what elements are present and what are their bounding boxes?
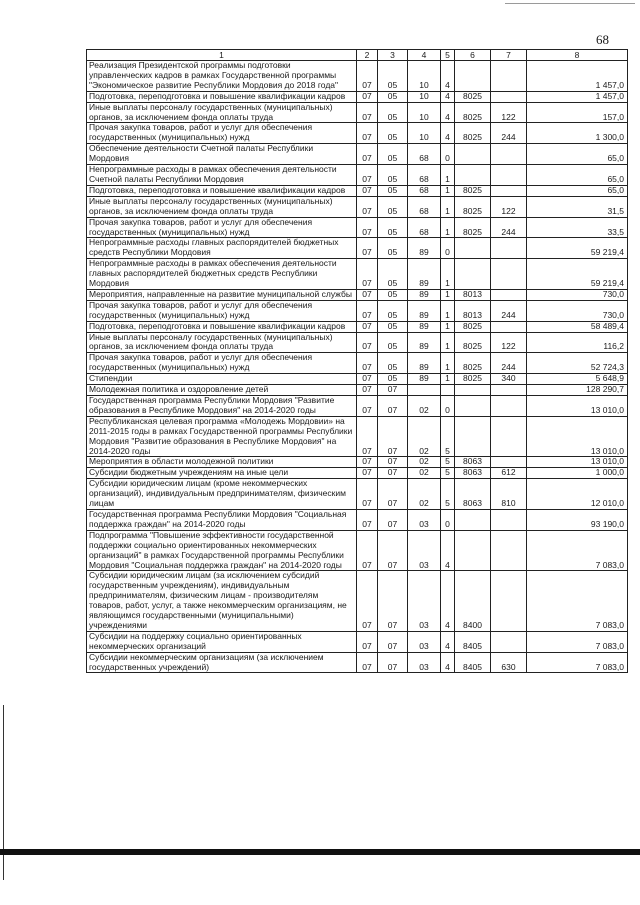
row-name: Прочая закупка товаров, работ и услуг для обеспечения государственных (муниципальных) нужд xyxy=(87,353,357,374)
table-row xyxy=(87,217,628,238)
table-row xyxy=(87,144,628,165)
subprogram-code: 1 xyxy=(441,374,455,385)
table-row xyxy=(87,91,628,102)
item-code: 8025 xyxy=(455,91,491,102)
subsection-code: 07 xyxy=(378,530,408,571)
expense-type-code xyxy=(491,91,527,102)
expense-type-code: 122 xyxy=(491,102,527,123)
program-code: 03 xyxy=(408,509,441,530)
item-code xyxy=(455,165,491,186)
header-col-7: 7 xyxy=(491,50,527,61)
item-code xyxy=(455,238,491,259)
program-code: 68 xyxy=(408,144,441,165)
program-code: 68 xyxy=(408,217,441,238)
header-col-2: 2 xyxy=(357,50,378,61)
subsection-code: 05 xyxy=(378,91,408,102)
program-code: 02 xyxy=(408,479,441,510)
program-code: 03 xyxy=(408,631,441,652)
table-row xyxy=(87,571,628,631)
row-name: Подготовка, переподготовка и повышение квалификации кадров xyxy=(87,91,357,102)
expense-type-code xyxy=(491,321,527,332)
subprogram-code: 0 xyxy=(441,144,455,165)
subsection-code: 05 xyxy=(378,165,408,186)
row-name: Обеспечение деятельности Счетной палаты Республики Мордовия xyxy=(87,144,357,165)
scan-top-edge xyxy=(505,3,635,4)
program-code: 03 xyxy=(408,571,441,631)
subprogram-code: 5 xyxy=(441,416,455,457)
section-code: 07 xyxy=(357,416,378,457)
subsection-code: 07 xyxy=(378,479,408,510)
row-name: Республиканская целевая программа «Молодежь Мордовии» на 2011-2015 годы в рамках Государственной программы Республики Мордовия "Развитие образования в Республике Мордовия" на 2014-2020 годы xyxy=(87,416,357,457)
table-row xyxy=(87,396,628,417)
expense-type-code: 244 xyxy=(491,123,527,144)
item-code: 8025 xyxy=(455,123,491,144)
row-name: Прочая закупка товаров, работ и услуг для обеспечения государственных (муниципальных) нужд xyxy=(87,300,357,321)
subprogram-code: 5 xyxy=(441,457,455,468)
amount: 65,0 xyxy=(527,165,628,186)
row-name: Субсидии на поддержку социально ориентированных некоммерческих организаций xyxy=(87,631,357,652)
subprogram-code: 4 xyxy=(441,123,455,144)
subprogram-code: 1 xyxy=(441,321,455,332)
expense-type-code: 810 xyxy=(491,479,527,510)
amount: 730,0 xyxy=(527,289,628,300)
subprogram-code: 1 xyxy=(441,353,455,374)
subprogram-code: 4 xyxy=(441,61,455,92)
subprogram-code: 5 xyxy=(441,479,455,510)
subprogram-code: 1 xyxy=(441,289,455,300)
program-code: 89 xyxy=(408,289,441,300)
subprogram-code: 4 xyxy=(441,530,455,571)
item-code: 8025 xyxy=(455,353,491,374)
row-name: Субсидии юридическим лицам (кроме некоммерческих организаций), индивидуальным предпринимателям, физическим лицам xyxy=(87,479,357,510)
section-code: 07 xyxy=(357,300,378,321)
amount: 12 010,0 xyxy=(527,479,628,510)
table-row xyxy=(87,374,628,385)
expense-type-code: 630 xyxy=(491,652,527,673)
item-code: 8405 xyxy=(455,652,491,673)
program-code: 02 xyxy=(408,396,441,417)
section-code: 07 xyxy=(357,238,378,259)
program-code: 68 xyxy=(408,165,441,186)
subsection-code: 07 xyxy=(378,631,408,652)
amount: 7 083,0 xyxy=(527,652,628,673)
expense-type-code xyxy=(491,61,527,92)
row-name: Субсидии юридическим лицам (за исключением субсидий государственным учреждениям), индивидуальным предпринимателям, физическим лицам - производителям товаров, работ, услуг, а также некоммерческим организациям, не являющимся государственными (муниципальными) учреждениями xyxy=(87,571,357,631)
section-code: 07 xyxy=(357,571,378,631)
table-row xyxy=(87,468,628,479)
program-code: 89 xyxy=(408,238,441,259)
subprogram-code: 4 xyxy=(441,571,455,631)
subprogram-code: 4 xyxy=(441,631,455,652)
item-code: 8063 xyxy=(455,479,491,510)
amount: 730,0 xyxy=(527,300,628,321)
amount: 128 290,7 xyxy=(527,385,628,396)
table-row xyxy=(87,238,628,259)
section-code: 07 xyxy=(357,530,378,571)
header-col-5: 5 xyxy=(441,50,455,61)
program-code: 68 xyxy=(408,185,441,196)
program-code: 10 xyxy=(408,102,441,123)
amount: 1 457,0 xyxy=(527,61,628,92)
item-code xyxy=(455,259,491,290)
subsection-code: 07 xyxy=(378,468,408,479)
row-name: Государственная программа Республики Мордовия "Социальная поддержка граждан" на 2014-2020 годы xyxy=(87,509,357,530)
row-name: Молодежная политика и оздоровление детей xyxy=(87,385,357,396)
expense-type-code xyxy=(491,457,527,468)
section-code: 07 xyxy=(357,91,378,102)
section-code: 07 xyxy=(357,509,378,530)
section-code: 07 xyxy=(357,374,378,385)
expense-type-code xyxy=(491,185,527,196)
subprogram-code: 0 xyxy=(441,509,455,530)
expense-type-code: 612 xyxy=(491,468,527,479)
row-name: Субсидии бюджетным учреждениям на иные цели xyxy=(87,468,357,479)
expense-type-code xyxy=(491,238,527,259)
row-name: Непрограммные расходы главных распорядителей бюджетных средств Республики Мордовия xyxy=(87,238,357,259)
table-row xyxy=(87,385,628,396)
subsection-code: 05 xyxy=(378,196,408,217)
table-row xyxy=(87,530,628,571)
expense-type-code xyxy=(491,571,527,631)
subsection-code: 05 xyxy=(378,321,408,332)
subsection-code: 05 xyxy=(378,217,408,238)
expense-type-code xyxy=(491,416,527,457)
row-name: Реализация Президентской программы подготовки управленческих кадров в рамках Государственной программы "Экономическое развитие Республики Мордовия до 2018 года" xyxy=(87,61,357,92)
table-row xyxy=(87,321,628,332)
table-row xyxy=(87,416,628,457)
row-name: Подготовка, переподготовка и повышение квалификации кадров xyxy=(87,321,357,332)
subprogram-code xyxy=(441,385,455,396)
table-body xyxy=(87,61,628,673)
item-code: 8025 xyxy=(455,217,491,238)
subprogram-code: 1 xyxy=(441,217,455,238)
table-row xyxy=(87,196,628,217)
amount: 1 300,0 xyxy=(527,123,628,144)
amount: 93 190,0 xyxy=(527,509,628,530)
table-row xyxy=(87,509,628,530)
subprogram-code: 0 xyxy=(441,396,455,417)
item-code xyxy=(455,416,491,457)
section-code: 07 xyxy=(357,385,378,396)
table-row xyxy=(87,61,628,92)
expense-type-code xyxy=(491,165,527,186)
row-name: Мероприятия в области молодежной политики xyxy=(87,457,357,468)
expense-type-code xyxy=(491,631,527,652)
expense-type-code xyxy=(491,289,527,300)
section-code: 07 xyxy=(357,217,378,238)
row-name: Прочая закупка товаров, работ и услуг для обеспечения государственных (муниципальных) нужд xyxy=(87,217,357,238)
subprogram-code: 0 xyxy=(441,238,455,259)
table-row xyxy=(87,631,628,652)
table-row xyxy=(87,185,628,196)
row-name: Иные выплаты персоналу государственных (муниципальных) органов, за исключением фонда оплаты труда xyxy=(87,102,357,123)
amount: 157,0 xyxy=(527,102,628,123)
subprogram-code: 4 xyxy=(441,102,455,123)
table-row xyxy=(87,479,628,510)
subsection-code: 05 xyxy=(378,61,408,92)
table-row xyxy=(87,353,628,374)
expense-type-code: 122 xyxy=(491,332,527,353)
subsection-code: 05 xyxy=(378,300,408,321)
header-col-4: 4 xyxy=(408,50,441,61)
header-col-1: 1 xyxy=(87,50,357,61)
subsection-code: 05 xyxy=(378,102,408,123)
subsection-code: 05 xyxy=(378,374,408,385)
section-code: 07 xyxy=(357,196,378,217)
item-code: 8063 xyxy=(455,468,491,479)
table-row xyxy=(87,102,628,123)
header-col-3: 3 xyxy=(378,50,408,61)
subsection-code: 05 xyxy=(378,238,408,259)
item-code xyxy=(455,530,491,571)
table-row xyxy=(87,259,628,290)
row-name: Иные выплаты персоналу государственных (муниципальных) органов, за исключением фонда оплаты труда xyxy=(87,196,357,217)
program-code: 02 xyxy=(408,416,441,457)
table-row xyxy=(87,457,628,468)
item-code xyxy=(455,396,491,417)
amount: 58 489,4 xyxy=(527,321,628,332)
row-name: Непрограммные расходы в рамках обеспечения деятельности Счетной палаты Республики Мордовия xyxy=(87,165,357,186)
subsection-code: 07 xyxy=(378,509,408,530)
subprogram-code: 5 xyxy=(441,468,455,479)
item-code xyxy=(455,61,491,92)
table-row xyxy=(87,332,628,353)
amount: 33,5 xyxy=(527,217,628,238)
section-code: 07 xyxy=(357,631,378,652)
subsection-code: 05 xyxy=(378,332,408,353)
row-name: Иные выплаты персоналу государственных (муниципальных) органов, за исключением фонда оплаты труда xyxy=(87,332,357,353)
section-code: 07 xyxy=(357,185,378,196)
amount: 116,2 xyxy=(527,332,628,353)
amount: 13 010,0 xyxy=(527,457,628,468)
item-code: 8400 xyxy=(455,571,491,631)
subsection-code: 05 xyxy=(378,185,408,196)
program-code: 10 xyxy=(408,123,441,144)
amount: 31,5 xyxy=(527,196,628,217)
section-code: 07 xyxy=(357,332,378,353)
section-code: 07 xyxy=(357,468,378,479)
expense-type-code xyxy=(491,259,527,290)
amount: 13 010,0 xyxy=(527,416,628,457)
program-code: 02 xyxy=(408,457,441,468)
program-code: 10 xyxy=(408,91,441,102)
expense-type-code: 122 xyxy=(491,196,527,217)
item-code: 8025 xyxy=(455,102,491,123)
expense-type-code: 244 xyxy=(491,353,527,374)
expense-type-code xyxy=(491,530,527,571)
amount: 13 010,0 xyxy=(527,396,628,417)
item-code: 8013 xyxy=(455,289,491,300)
page-number: 68 xyxy=(596,32,609,47)
program-code: 89 xyxy=(408,332,441,353)
item-code: 8025 xyxy=(455,321,491,332)
subprogram-code: 1 xyxy=(441,185,455,196)
subprogram-code: 1 xyxy=(441,196,455,217)
subsection-code: 07 xyxy=(378,652,408,673)
amount: 65,0 xyxy=(527,185,628,196)
expense-type-code: 244 xyxy=(491,217,527,238)
section-code: 07 xyxy=(357,396,378,417)
program-code xyxy=(408,385,441,396)
section-code: 07 xyxy=(357,353,378,374)
section-code: 07 xyxy=(357,321,378,332)
row-name: Прочая закупка товаров, работ и услуг для обеспечения государственных (муниципальных) нужд xyxy=(87,123,357,144)
program-code: 03 xyxy=(408,530,441,571)
item-code xyxy=(455,509,491,530)
subsection-code: 07 xyxy=(378,457,408,468)
program-code: 89 xyxy=(408,300,441,321)
expense-type-code xyxy=(491,385,527,396)
program-code: 02 xyxy=(408,468,441,479)
section-code: 07 xyxy=(357,289,378,300)
row-name: Мероприятия, направленные на развитие муниципальной службы xyxy=(87,289,357,300)
amount: 65,0 xyxy=(527,144,628,165)
subprogram-code: 4 xyxy=(441,652,455,673)
row-name: Стипендии xyxy=(87,374,357,385)
subsection-code: 05 xyxy=(378,289,408,300)
subsection-code: 05 xyxy=(378,123,408,144)
item-code: 8025 xyxy=(455,185,491,196)
item-code xyxy=(455,144,491,165)
expense-type-code xyxy=(491,396,527,417)
program-code: 68 xyxy=(408,196,441,217)
amount: 1 457,0 xyxy=(527,91,628,102)
expense-type-code xyxy=(491,144,527,165)
program-code: 89 xyxy=(408,374,441,385)
program-code: 89 xyxy=(408,259,441,290)
amount: 59 219,4 xyxy=(527,238,628,259)
item-code xyxy=(455,385,491,396)
subsection-code: 05 xyxy=(378,353,408,374)
section-code: 07 xyxy=(357,457,378,468)
program-code: 03 xyxy=(408,652,441,673)
subsection-code: 07 xyxy=(378,385,408,396)
expense-type-code: 340 xyxy=(491,374,527,385)
table-row xyxy=(87,289,628,300)
subprogram-code: 1 xyxy=(441,300,455,321)
item-code: 8063 xyxy=(455,457,491,468)
subsection-code: 07 xyxy=(378,571,408,631)
subprogram-code: 4 xyxy=(441,91,455,102)
row-name: Подпрограмма "Повышение эффективности государственной поддержки социально ориентированных некоммерческих организаций" в рамках Государственной программы Республики Мордовия "Социальная поддержка граждан" на 2014-2020 годы xyxy=(87,530,357,571)
subprogram-code: 1 xyxy=(441,165,455,186)
expense-type-code: 244 xyxy=(491,300,527,321)
budget-table xyxy=(86,49,628,673)
header-col-8: 8 xyxy=(527,50,628,61)
amount: 7 083,0 xyxy=(527,530,628,571)
row-name: Субсидии некоммерческим организациям (за исключением государственных учреждений) xyxy=(87,652,357,673)
header-col-6: 6 xyxy=(455,50,491,61)
subsection-code: 05 xyxy=(378,144,408,165)
amount: 59 219,4 xyxy=(527,259,628,290)
row-name: Непрограммные расходы в рамках обеспечения деятельности главных распорядителей бюджетных средств Республики Мордовия xyxy=(87,259,357,290)
section-code: 07 xyxy=(357,123,378,144)
amount: 52 724,3 xyxy=(527,353,628,374)
program-code: 10 xyxy=(408,61,441,92)
program-code: 89 xyxy=(408,353,441,374)
section-code: 07 xyxy=(357,479,378,510)
item-code: 8025 xyxy=(455,332,491,353)
expense-type-code xyxy=(491,509,527,530)
amount: 7 083,0 xyxy=(527,631,628,652)
item-code: 8025 xyxy=(455,196,491,217)
table-row xyxy=(87,123,628,144)
section-code: 07 xyxy=(357,144,378,165)
section-code: 07 xyxy=(357,102,378,123)
subsection-code: 07 xyxy=(378,396,408,417)
table-row xyxy=(87,652,628,673)
amount: 7 083,0 xyxy=(527,571,628,631)
item-code: 8405 xyxy=(455,631,491,652)
section-code: 07 xyxy=(357,259,378,290)
program-code: 89 xyxy=(408,321,441,332)
amount: 5 648,9 xyxy=(527,374,628,385)
section-code: 07 xyxy=(357,652,378,673)
scan-bottom-edge xyxy=(0,849,640,855)
section-code: 07 xyxy=(357,61,378,92)
table-row xyxy=(87,300,628,321)
subprogram-code: 1 xyxy=(441,332,455,353)
amount: 1 000,0 xyxy=(527,468,628,479)
item-code: 8013 xyxy=(455,300,491,321)
table-row xyxy=(87,165,628,186)
row-name: Подготовка, переподготовка и повышение квалификации кадров xyxy=(87,185,357,196)
subsection-code: 05 xyxy=(378,259,408,290)
row-name: Государственная программа Республики Мордовия "Развитие образования в Республике Мордовия" на 2014-2020 годы xyxy=(87,396,357,417)
item-code: 8025 xyxy=(455,374,491,385)
table-header-row xyxy=(87,50,628,61)
subsection-code: 07 xyxy=(378,416,408,457)
subprogram-code: 1 xyxy=(441,259,455,290)
section-code: 07 xyxy=(357,165,378,186)
